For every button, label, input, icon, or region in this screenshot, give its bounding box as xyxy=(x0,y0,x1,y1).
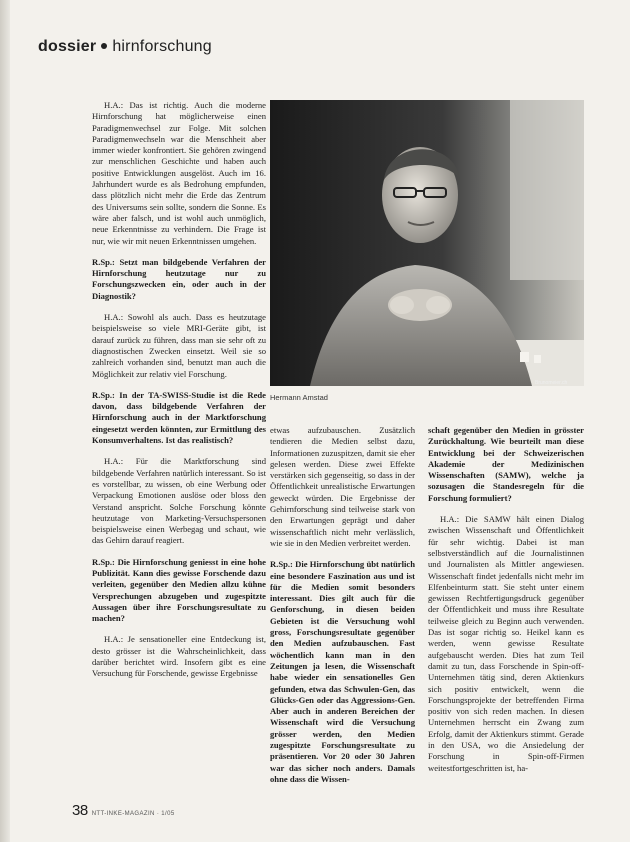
interview-answer: etwas aufzubauschen. Zusätzlich tendieren die Medien selbst dazu, Informationen zuzuspitzen, damit sie eher gelesen werden. Diese zwei Effekte verstärken sich gegenseitig, so dass in der Öffentlichkeit unrealistische Erwartungen geweckt würden. Die Ergebnisse der Gehirnforschung sind teilweise stark von den Erwartungen geprägt und daher wissenschaftlich nicht mehr verlässlich, wie sie in den Medien verbreitet werden. xyxy=(270,425,415,548)
portrait-illustration xyxy=(270,100,584,386)
interview-question: R.Sp.: Setzt man bildgebende Verfahren der Hirnforschung heutzutage nur zu Forschungszwecken ein, oder auch in der Diagnostik? xyxy=(92,256,266,301)
text-column-left xyxy=(92,100,266,830)
interview-answer: H.A.: Je sensationeller eine Entdeckung ist, desto grösser ist die Wahrscheinlichkeit, dass darüber berichtet wird. Insofern gibt es eine Versuchung für Forschende, gewisse Ergebnisse xyxy=(92,634,266,679)
page-footer xyxy=(72,802,175,820)
text-column-right xyxy=(428,425,584,830)
page-edge-shadow xyxy=(0,0,10,842)
text-column-middle xyxy=(270,425,415,830)
section-header xyxy=(38,38,212,56)
photo-credit: Brunomeier.ch xyxy=(535,380,568,386)
interview-answer: H.A.: Die SAMW hält einen Dialog zwischen Wissenschaft und Öffentlichkeit für sehr wichtig. Dabei ist man selbstverständlich auf die Journalistinnen und Journalisten als Mittler angewiesen. Wissenschaft findet jedenfalls nicht mehr im Elfenbeinturm statt. Sie steht unter einem gewissen Rechtfertigungsdruck gegenüber der Öffentlichkeit und muss ihre Resultate teilweise gleich zu Beginn auch verwenden. Das ist sogar richtig so. Heikel kann es werden, wenn gewisse Resultate aufgebauscht werden. Dies hat zum Teil damit zu tun, dass Forschende in Spin-off-Unternehmen tätig sind, deren Aktienkurs sich positiv entwickelt, wenn die Forschungsprojekte der betreffenden Firma positiv von sich reden machen. In diesen Unternehmen herrscht ein Zwang zum Erfolg, damit der Aktienkurs stimmt. Gerade in den USA, wo die Ansiedelung der Forschung in Spin-off-Firmen weitestfortgeschritten ist, ha- xyxy=(428,514,584,773)
interview-question: R.Sp.: Die Hirnforschung übt natürlich eine besondere Faszination aus und ist für die Medien somit besonders interessant. Dies gilt auch für die Genforschung, in diesen beiden Gebieten ist die Versuchung wohl gross, Forschungsresultate gegenüber den Medien aufzubauschen. Fast wöchentlich kann man in den Zeitungen ja lesen, die Wissenschaft habe wieder ein sensationelles Gen gefunden, etwa das Schwulen-Gen, das Glücks-Gen oder das Aggressions-Gen. Aber auch in anderen Bereichen der Wissenschaft wird die Versuchung grösser werden, den Medien zugespitzte Forschungsresultate zu präsentieren. Vor 20 oder 30 Jahren war das sicher noch anders. Damals ohne dass die Wissen- xyxy=(270,559,415,784)
interview-answer: H.A.: Sowohl als auch. Dass es heutzutage beispielsweise so viele MRI-Geräte gibt, ist darauf zurück zu führen, dass man sie sehr oft zu diagnostischen Zwecken einsetzt. Weil sie so zahlreich vorhanden sind, benutzt man auch die Möglichkeit zur relativ viel Forschung. xyxy=(92,312,266,379)
page-number: 38 xyxy=(72,802,88,819)
bullet-dot-icon xyxy=(101,43,107,49)
portrait-photo xyxy=(270,100,584,386)
magazine-label: NTT-INKE-MAGAZIN · 1/05 xyxy=(91,811,175,817)
interview-answer: H.A.: Für die Marktforschung sind bildgebende Verfahren natürlich interessant. So ist es vorstellbar, zu wissen, ob eine Werbung oder Verpackung Emotionen auslöse oder bloss den Verstand anspricht. Solche Forschung könnte heutzutage von Marketing-Versuchspersonen beispielsweise einen Werbegag und schaut, wie das Gehirn darauf reagiert. xyxy=(92,456,266,546)
section-topic-label: hirnforschung xyxy=(112,38,212,55)
interview-question: R.Sp.: Die Hirnforschung geniesst in eine hohe Publizität. Kann dies gewisse Forschende dazu verleiten, gegenüber den Medien allzu kühne Versprechungen abzugeben und zugespitzte Aussagen über ihre Forschungsresultate zu machen? xyxy=(92,556,266,624)
interview-answer: H.A.: Das ist richtig. Auch die moderne Hirnforschung hat möglicherweise einen Paradigmenwechsel zur Folge. Mit solchen Paradigmenwechseln war die Menschheit aber immer wieder konfrontiert. Sie gehören zwingend zur menschlichen Geschichte und haben auch positive Entwicklungen ausgelöst. Auch im 16. Jahrhundert wurde es als Bedrohung empfunden, dass plötzlich nicht mehr die Erde das Zentrum des Universums sein sollte, sondern die Sonne. Es wäre aber falsch, und ist wohl auch unmöglich, neue Erkenntnisse zu verhindern. Die Frage ist nur, wie wir mit neuen Erkenntnissen umgehen. xyxy=(92,100,266,246)
section-dossier-label: dossier xyxy=(38,38,97,55)
photo-caption: Hermann Amstad xyxy=(270,393,328,402)
interview-question: R.Sp.: In der TA-SWISS-Studie ist die Rede davon, dass bildgebende Verfahren der Hirnforschung auch in der Marktforschung eingesetzt werden könnten, zur Ermittlung des Konsumverhaltens. Ist das realistisch? xyxy=(92,389,266,446)
interview-question: schaft gegenüber den Medien in grösster Zurückhaltung. Wie beurteilt man diese Entwicklung bei der Schweizerischen Akademie der Medizinischen Wissenschaften (SAMW), welche ja sozusagen die Standesregeln für die Forschung formuliert? xyxy=(428,425,584,503)
